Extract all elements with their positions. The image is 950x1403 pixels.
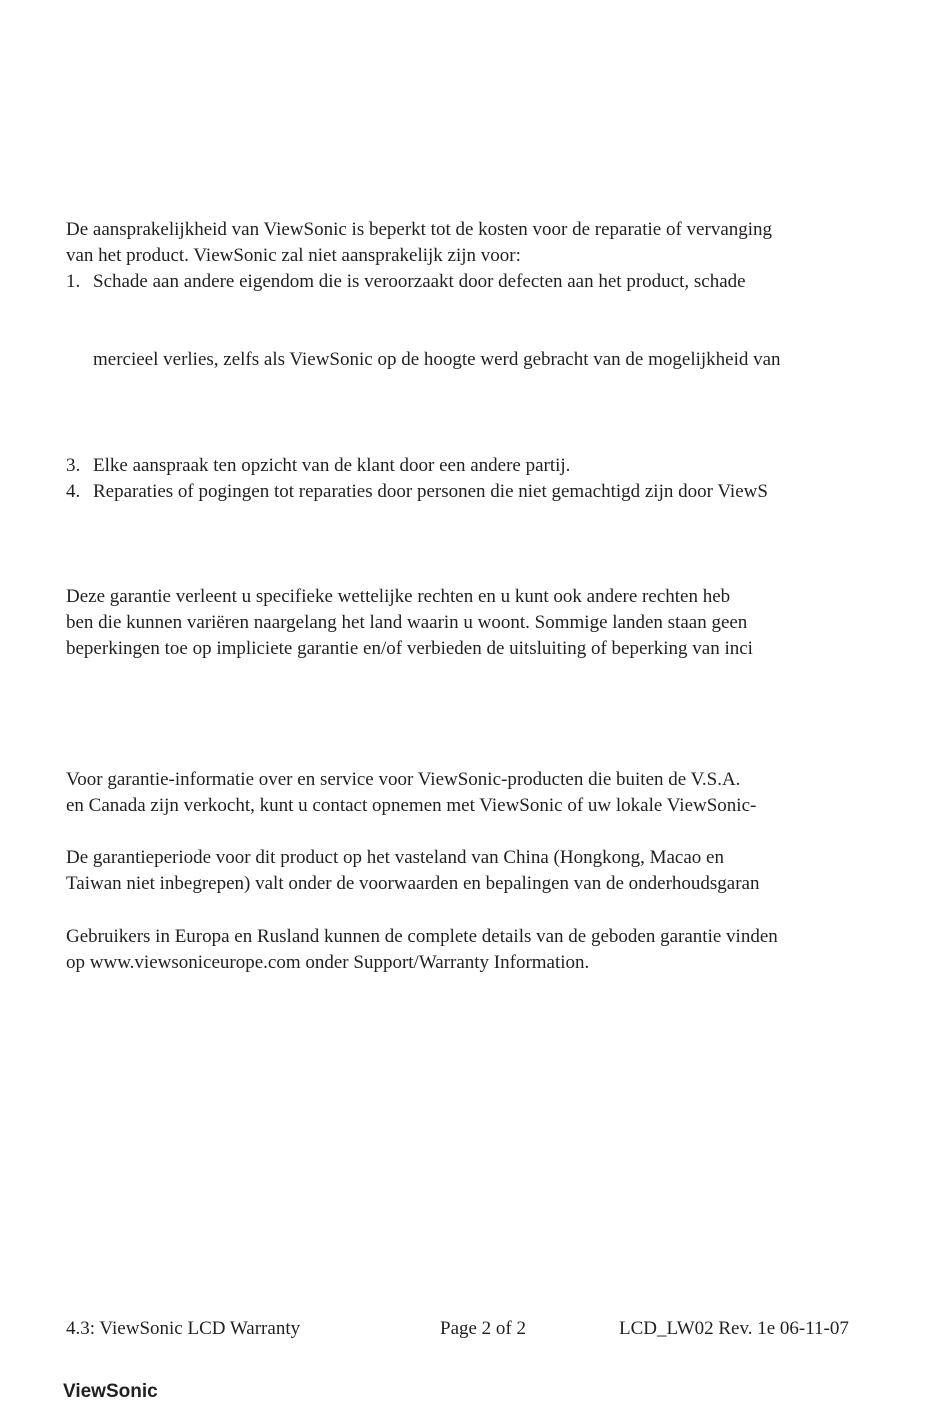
list-item-4	[66, 480, 926, 504]
list-item-number: 3.	[66, 455, 81, 476]
list-item-1-continuation: mercieel verlies, zelfs als ViewSonic op de hoogte werd gebracht van de mogelijkheid van	[93, 349, 781, 370]
footer-revision: LCD_LW02 Rev. 1e 06-11-07	[619, 1318, 849, 1339]
list-item-text: Schade aan andere eigendom die is veroorzaakt door defecten aan het product, schade	[93, 271, 746, 292]
list-item-number: 1.	[66, 271, 81, 292]
outside-usa-paragraph-line-2: en Canada zijn verkocht, kunt u contact opnemen met ViewSonic of uw lokale ViewSonic-	[66, 795, 757, 816]
europe-paragraph-line-1: Gebruikers in Europa en Rusland kunnen de complete details van de geboden garantie vinden	[66, 926, 778, 947]
liability-paragraph-line-2: van het product. ViewSonic zal niet aansprakelijk zijn voor:	[66, 245, 521, 266]
list-item-3	[66, 454, 926, 478]
footer-section-title: 4.3: ViewSonic LCD Warranty	[66, 1318, 301, 1339]
europe-paragraph-line-2: op www.viewsoniceurope.com onder Support/Warranty Information.	[66, 952, 590, 973]
footer-page-number: Page 2 of 2	[440, 1318, 527, 1339]
china-paragraph-line-2: Taiwan niet inbegrepen) valt onder de voorwaarden en bepalingen van de onderhoudsgaran	[66, 873, 760, 894]
list-item-1	[66, 270, 926, 294]
list-item-text: Reparaties of pogingen tot reparaties door personen die niet gemachtigd zijn door ViewS	[93, 481, 768, 502]
rights-paragraph-line-2: ben die kunnen variëren naargelang het land waarin u woont. Sommige landen staan geen	[66, 612, 748, 633]
list-item-number: 4.	[66, 481, 81, 502]
list-item-text: Elke aanspraak ten opzicht van de klant door een andere partij.	[93, 455, 571, 476]
brand-logo-text: ViewSonic	[63, 1381, 158, 1402]
china-paragraph-line-1: De garantieperiode voor dit product op het vasteland van China (Hongkong, Macao en	[66, 847, 724, 868]
liability-paragraph-line-1: De aansprakelijkheid van ViewSonic is beperkt tot de kosten voor de reparatie of vervanging	[66, 219, 773, 240]
rights-paragraph-line-1: Deze garantie verleent u specifieke wettelijke rechten en u kunt ook andere rechten heb	[66, 586, 731, 607]
outside-usa-paragraph-line-1: Voor garantie-informatie over en service voor ViewSonic-producten die buiten de V.S.A.	[66, 769, 741, 790]
rights-paragraph-line-3: beperkingen toe op impliciete garantie en/of verbieden de uitsluiting of beperking van inci	[66, 638, 753, 659]
